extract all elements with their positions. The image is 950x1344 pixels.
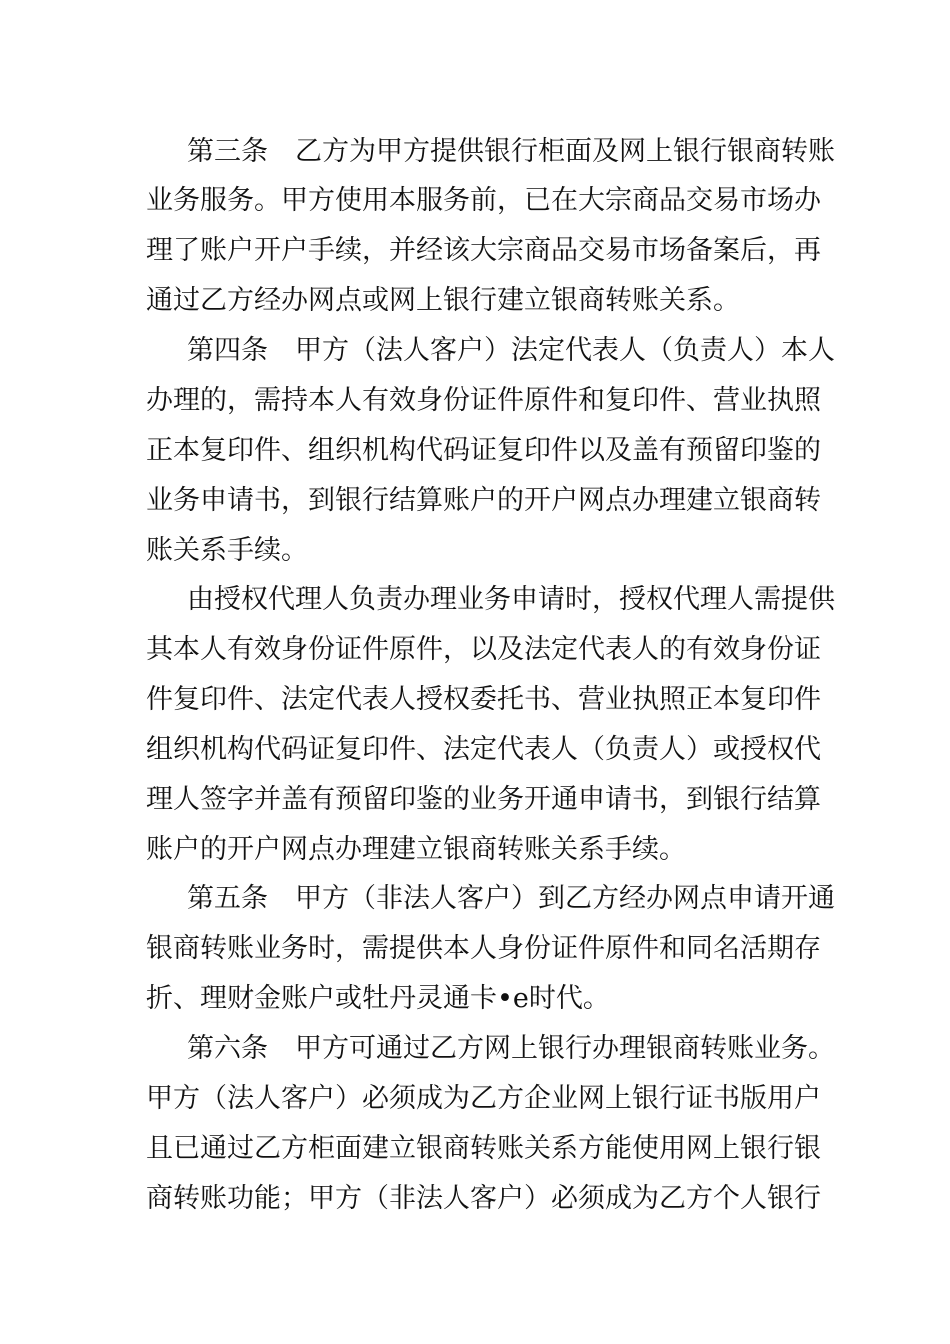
agent-paragraph-line-3: 件复印件、法定代表人授权委托书、营业执照正本复印件	[146, 684, 821, 715]
article-4-line-5: 账关系手续。	[146, 535, 308, 566]
article-5-line-2: 银商转账业务时，需提供本人身份证件原件和同名活期存	[146, 933, 821, 964]
agent-paragraph-line-2: 其本人有效身份证件原件，以及法定代表人的有效身份证	[146, 634, 821, 665]
agent-paragraph-line-6: 账户的开户网点办理建立银商转账关系手续。	[146, 834, 686, 865]
article-3-line-2: 业务服务。甲方使用本服务前，已在大宗商品交易市场办	[146, 185, 821, 216]
article-4-line-1: 第四条 甲方（法人客户）法定代表人（负责人）本人	[187, 335, 835, 366]
agent-paragraph-line-5: 理人签字并盖有预留印鉴的业务开通申请书，到银行结算	[146, 784, 821, 815]
article-3-line-4: 通过乙方经办网点或网上银行建立银商转账关系。	[146, 285, 740, 316]
article-5-line-1: 第五条 甲方（非法人客户）到乙方经办网点申请开通	[187, 883, 835, 914]
article-6-line-3: 且已通过乙方柜面建立银商转账关系方能使用网上银行银	[146, 1133, 821, 1164]
article-4-line-2: 办理的，需持本人有效身份证件原件和复印件、营业执照	[146, 385, 821, 416]
agent-paragraph-line-4: 组织机构代码证复印件、法定代表人（负责人）或授权代	[146, 734, 821, 765]
agent-paragraph-line-1: 由授权代理人负责办理业务申请时，授权代理人需提供	[187, 584, 835, 615]
article-3-line-3: 理了账户开户手续，并经该大宗商品交易市场备案后，再	[146, 235, 821, 266]
article-5-line-3: 折、理财金账户或牡丹灵通卡•e时代。	[146, 983, 610, 1014]
article-3-line-1: 第三条 乙方为甲方提供银行柜面及网上银行银商转账	[187, 136, 835, 167]
article-4-line-3: 正本复印件、组织机构代码证复印件以及盖有预留印鉴的	[146, 435, 821, 466]
article-6-line-4: 商转账功能；甲方（非法人客户）必须成为乙方个人银行	[146, 1183, 821, 1214]
article-6-line-2: 甲方（法人客户）必须成为乙方企业网上银行证书版用户	[146, 1083, 821, 1114]
article-6-line-1: 第六条 甲方可通过乙方网上银行办理银商转账业务。	[187, 1033, 835, 1064]
article-4-line-4: 业务申请书，到银行结算账户的开户网点办理建立银商转	[146, 485, 821, 516]
